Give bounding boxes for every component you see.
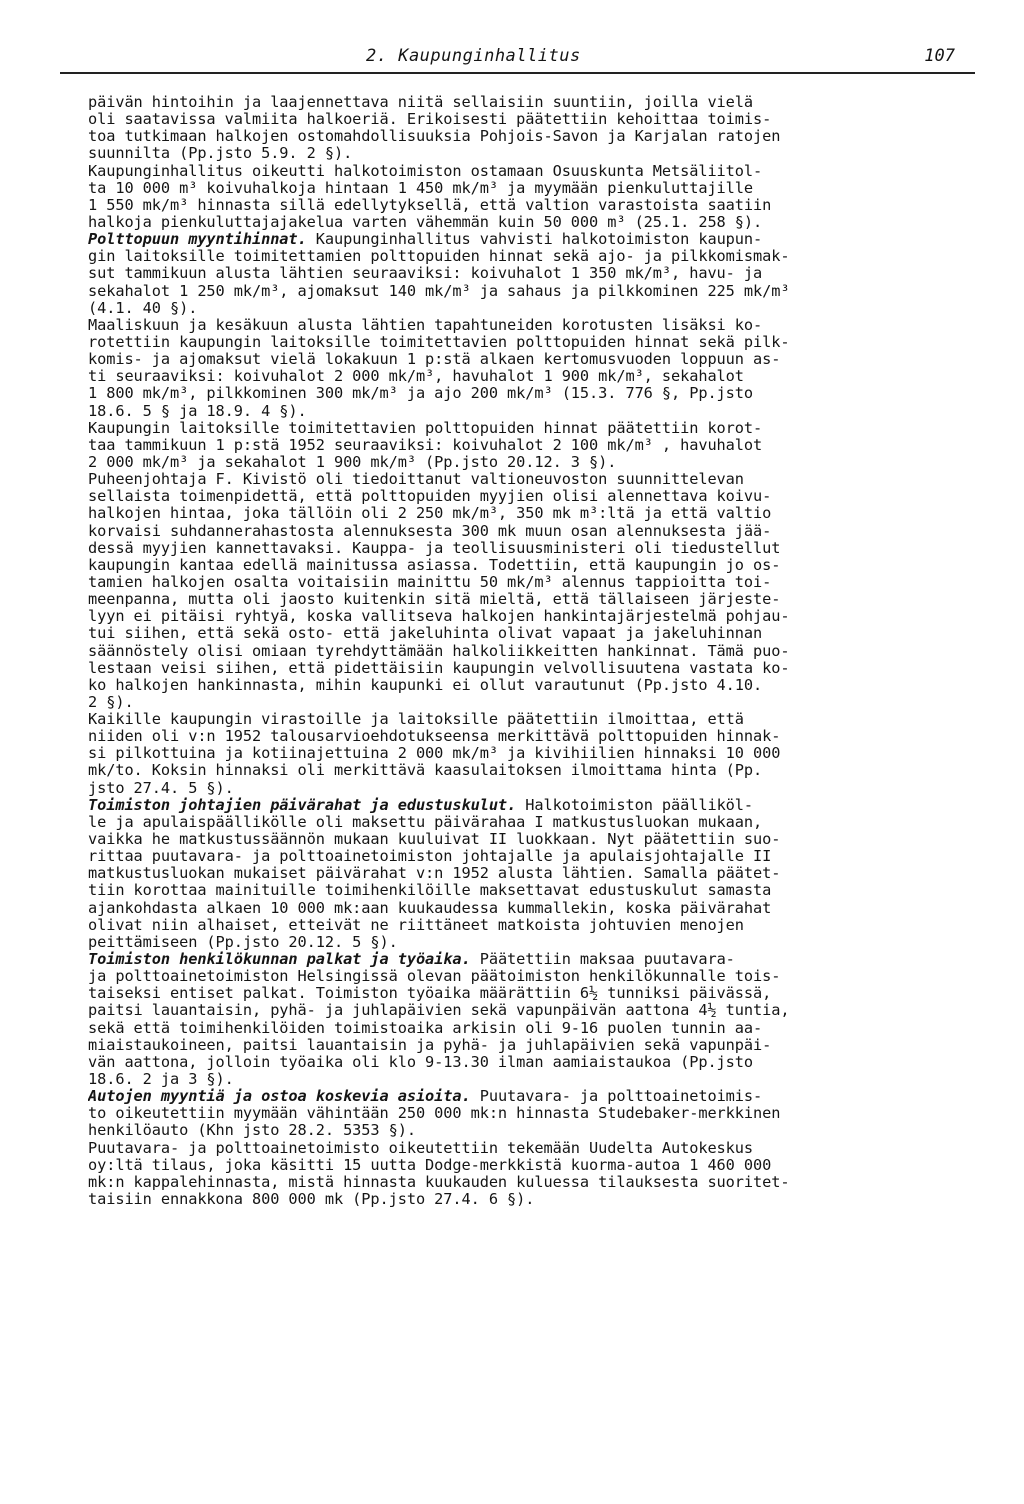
text-line: ta 10 000 m³ koivuhalkoja hintaan 1 450 mk/m³ ja myymään pienkuluttajille: [88, 179, 753, 197]
text-line: vaikka he matkustussäännön mukaan kuuluivat II luokkaan. Nyt päätettiin suo-: [88, 831, 781, 849]
paragraph: [88, 797, 958, 951]
text-line: taisiin ennakkona 800 000 mk (Pp.jsto 27.4. 6 §).: [88, 1191, 535, 1208]
text-line: rotettiin kaupungin laitoksille toimitettavien polttopuiden hinnat sekä pilk-: [88, 333, 790, 351]
text-line: henkilöauto (Khn jsto 28.2. 5353 §).: [88, 1122, 416, 1140]
paragraph: [88, 420, 958, 471]
text-line: sellaista toimenpidettä, että polttopuiden myyjien olisi alennettava koivu-: [88, 488, 772, 506]
text-line: gin laitoksille toimitettamien polttopuiden hinnat sekä ajo- ja pilkkomismak-: [88, 248, 790, 266]
paragraph: [88, 231, 958, 317]
text-line: Maaliskuun ja kesäkuun alusta lähtien tapahtuneiden korotusten lisäksi ko-: [88, 316, 763, 334]
section-lead-heading: Polttopuun myyntihinnat.: [88, 231, 307, 249]
text-line: korvaisi suhdannerahastosta alennuksesta 300 mk muun osan alennuksesta jää-: [88, 522, 772, 540]
line-text: Halkotoimiston päälliköl-: [516, 796, 754, 814]
text-line: toa tutkimaan halkojen ostomahdollisuuksia Pohjois-Savon ja Karjalan ratojen: [88, 128, 781, 146]
text-line: sekahalot 1 250 mk/m³, ajomaksut 140 mk/m³ ja sahaus ja pilkkominen 225 mk/m³: [88, 282, 790, 300]
section-lead-heading: Toimiston johtajien päivärahat ja edustuskulut.: [88, 796, 517, 814]
text-line: meenpanna, mutta oli jaosto kuitenkin sitä mieltä, että tällaiseen järjeste-: [88, 591, 781, 609]
paragraph: [88, 94, 958, 163]
text-line: halkoja pienkuluttajajakelua varten vähemmän kuin 50 000 m³ (25.1. 258 §).: [88, 213, 763, 231]
text-line: Kaupunginhallitus oikeutti halkotoimiston ostamaan Osuuskunta Metsäliitol-: [88, 162, 763, 180]
text-line: halkojen hintaa, joka tällöin oli 2 250 mk/m³, 350 mk m³:ltä ja että valtio: [88, 505, 772, 523]
text-line: niiden oli v:n 1952 talousarvioehdotukseensa merkittävä polttopuiden hinnak-: [88, 728, 781, 746]
text-line: oy:ltä tilaus, joka käsitti 15 uutta Dodge-merkkistä kuorma-autoa 1 460 000: [88, 1156, 772, 1174]
text-line: matkustusluokan mukaiset päivärahat v:n 1952 alusta lähtien. Samalla päätet-: [88, 865, 781, 883]
text-line: si pilkottuina ja kotiinajettuina 2 000 mk/m³ ja kivihiilien hinnaksi 10 000: [88, 745, 781, 763]
text-line: miaistaukoineen, paitsi lauantaisin ja pyhä- ja juhlapäivien sekä vapunpäi-: [88, 1036, 772, 1054]
text-line: vän aattona, jolloin työaika oli klo 9-13.30 ilman aamiaistaukoa (Pp.jsto: [88, 1053, 753, 1071]
page-header: [60, 44, 975, 74]
text-line: rittaa puutavara- ja polttoainetoimiston johtajalle ja apulaisjohtajalle II: [88, 848, 772, 866]
text-line: tui siihen, että sekä osto- että jakeluhinta olivat vapaat ja jakeluhinnan: [88, 625, 763, 643]
paragraph: [88, 471, 958, 711]
text-line: dessä myyjien kannettavaksi. Kauppa- ja teollisuusministeri oli tiedustellut: [88, 539, 781, 557]
text-line: sekä että toimihenkilöiden toimistoaika arkisin oli 9-16 puolen tunnin aa-: [88, 1019, 763, 1037]
text-line: kaupungin kantaa edellä mainitussa asiassa. Todettiin, että kaupungin jo os-: [88, 556, 781, 574]
text-line: [88, 951, 958, 968]
text-line: 1 800 mk/m³, pilkkominen 300 mk/m³ ja ajo 200 mk/m³ (15.3. 776 §, Pp.jsto: [88, 385, 753, 403]
text-line: päivän hintoihin ja laajennettava niitä sellaisiin suuntiin, joilla vielä: [88, 94, 753, 111]
text-line: taa tammikuun 1 p:stä 1952 seuraaviksi: koivuhalot 2 100 mk/m³ , havuhalot: [88, 436, 763, 454]
text-line: olivat niin alhaiset, etteivät ne riittäneet matkoista johtuvien menojen: [88, 916, 744, 934]
text-line: tamien halkojen osalta voitaisiin mainittu 50 mk/m³ alennus tappioitta toi-: [88, 573, 772, 591]
text-line: ja polttoainetoimiston Helsingissä olevan päätoimiston henkilökunnalle tois-: [88, 968, 781, 986]
text-line: Kaikille kaupungin virastoille ja laitoksille päätettiin ilmoittaa, että: [88, 711, 744, 729]
text-line: 2 §).: [88, 693, 134, 711]
text-line: paitsi lauantaisin, pyhä- ja juhlapäivien sekä vapunpäivän aattona 4½ tuntia,: [88, 1002, 790, 1020]
page-number: 107: [924, 46, 955, 66]
line-text: Puutavara- ja polttoainetoimis-: [470, 1088, 763, 1106]
paragraph: [88, 163, 958, 232]
line-text: Kaupunginhallitus vahvisti halkotoimiston kaupun-: [306, 231, 763, 249]
text-line: tiin korottaa mainituille toimihenkilöille maksettavat edustuskulut samasta: [88, 882, 772, 900]
paragraph: [88, 711, 958, 797]
section-lead-heading: Autojen myyntiä ja ostoa koskevia asioita.: [88, 1088, 471, 1106]
text-line: mk:n kappalehinnasta, mistä hinnasta kuukauden kuluessa tilauksesta suoritet-: [88, 1173, 790, 1191]
text-line: 1 550 mk/m³ hinnasta sillä edellytyksellä, että valtion varastoista saatiin: [88, 196, 772, 214]
text-line: 18.6. 5 § ja 18.9. 4 §).: [88, 402, 307, 420]
running-title: 2. Kaupunginhallitus: [366, 46, 581, 66]
section-lead-heading: Toimiston henkilökunnan palkat ja työaika.: [88, 951, 471, 969]
text-line: säännöstely olisi omiaan tyrehdyttämään halkoliikkeitten hankinnat. Tämä puo-: [88, 642, 790, 660]
paragraph: [88, 1088, 958, 1139]
text-line: jsto 27.4. 5 §).: [88, 779, 234, 797]
text-line: suunnilta (Pp.jsto 5.9. 2 §).: [88, 145, 353, 163]
text-line: lestaan veisi siihen, että pidettäisiin kaupungin velvollisuutena vastata ko-: [88, 659, 790, 677]
text-line: peittämiseen (Pp.jsto 20.12. 5 §).: [88, 933, 398, 951]
text-line: taiseksi entiset palkat. Toimiston työaika määrättiin 6½ tunniksi päivässä,: [88, 985, 772, 1003]
text-line: [88, 797, 958, 814]
text-line: [88, 1088, 958, 1105]
line-text: Päätettiin maksaa puutavara-: [470, 951, 735, 969]
text-line: [88, 231, 958, 248]
text-line: to oikeutettiin myymään vähintään 250 000 mk:n hinnasta Studebaker-merkkinen: [88, 1105, 781, 1123]
text-line: oli saatavissa valmiita halkoeriä. Erikoisesti päätettiin kehoittaa toimis-: [88, 111, 772, 129]
text-line: 2 000 mk/m³ ja sekahalot 1 900 mk/m³ (Pp.jsto 20.12. 3 §).: [88, 453, 617, 471]
text-line: Puheenjohtaja F. Kivistö oli tiedoittanut valtioneuvoston suunnittelevan: [88, 471, 744, 489]
text-line: 18.6. 2 ja 3 §).: [88, 1071, 234, 1089]
text-line: le ja apulaispäällikölle oli maksettu päivärahaa I matkustusluokan mukaan,: [88, 813, 763, 831]
text-line: sut tammikuun alusta lähtien seuraaviksi: koivuhalot 1 350 mk/m³, havu- ja: [88, 265, 763, 283]
text-line: komis- ja ajomaksut vielä lokakuun 1 p:stä alkaen kertomusvuoden loppuun as-: [88, 351, 781, 369]
text-line: ko halkojen hankinnasta, mihin kaupunki ei ollut varautunut (Pp.jsto 4.10.: [88, 676, 763, 694]
text-line: ti seuraaviksi: koivuhalot 2 000 mk/m³, havuhalot 1 900 mk/m³, sekahalot: [88, 368, 744, 386]
text-line: Kaupungin laitoksille toimitettavien polttopuiden hinnat päätettiin korot-: [88, 419, 763, 437]
text-line: Puutavara- ja polttoainetoimisto oikeutettiin tekemään Uudelta Autokeskus: [88, 1139, 753, 1157]
text-line: (4.1. 40 §).: [88, 299, 198, 317]
paragraph: [88, 951, 958, 1088]
paragraph: [88, 1140, 958, 1209]
paragraph: [88, 317, 958, 420]
text-line: ajankohdasta alkaen 10 000 mk:aan kuukaudessa kummallekin, koska päivärahat: [88, 899, 772, 917]
text-line: mk/to. Koksin hinnaksi oli merkittävä kaasulaitoksen ilmoittama hinta (Pp.: [88, 762, 763, 780]
document-body: [88, 94, 958, 1208]
text-line: lyyn ei pitäisi ryhtyä, koska vallitseva halkojen hankintajärjestelmä pohjau-: [88, 608, 790, 626]
